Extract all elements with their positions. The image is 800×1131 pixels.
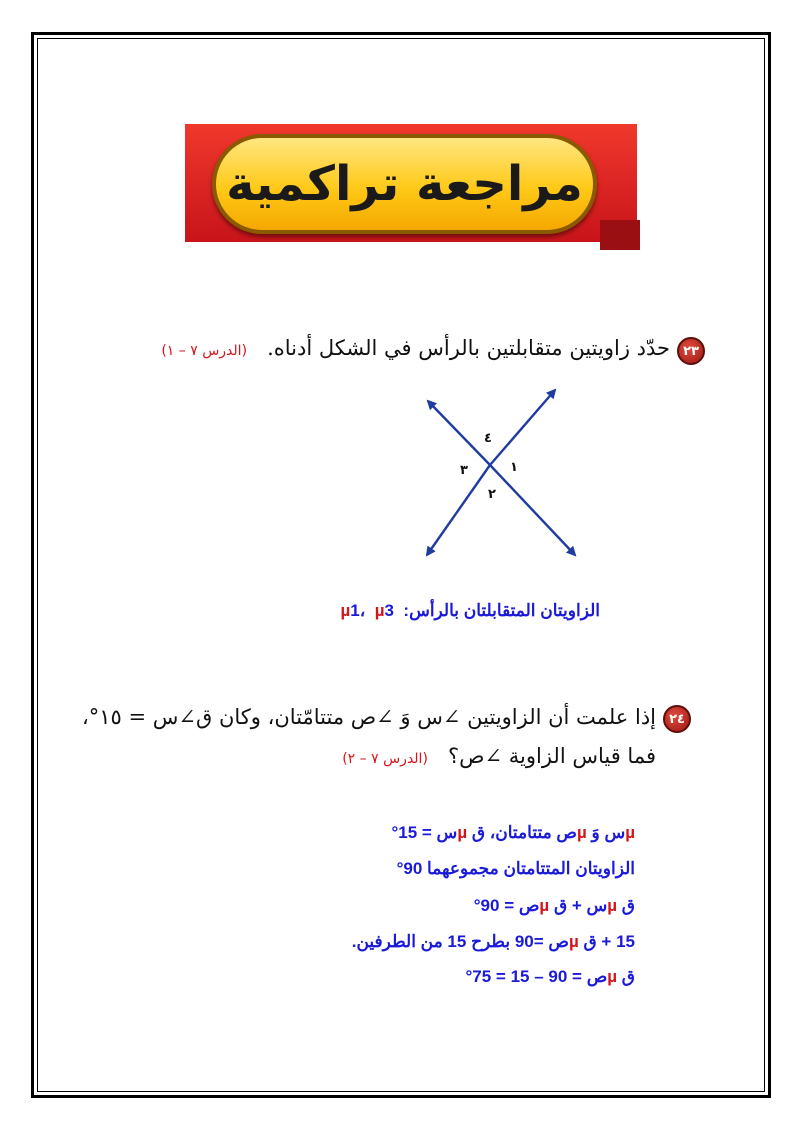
- angle-label-1: ١: [510, 460, 518, 475]
- solution-text: س وَ: [591, 823, 626, 842]
- answer-label: الزاويتان المتقابلتان بالرأس:: [403, 601, 600, 620]
- solution-text: ص = 90 – 15 = 75°: [465, 967, 608, 986]
- solution-line-5: [465, 967, 635, 987]
- angle-symbol: µ: [457, 823, 468, 842]
- question-23-lesson: (الدرس ٧ – ١): [161, 343, 248, 359]
- question-24-lesson: (الدرس ٧ – ٢): [342, 751, 428, 767]
- vertical-angles-figure: [415, 385, 590, 565]
- solution-text: س = 15°: [391, 823, 458, 842]
- angle-symbol: µ: [576, 823, 587, 842]
- line-b-ray-lower-left: [427, 465, 490, 555]
- solution-text: س + ق: [553, 896, 608, 915]
- banner-fold: [600, 220, 640, 250]
- angle-label-4: ٤: [484, 431, 492, 446]
- question-24-line-2: [342, 744, 656, 768]
- line-a-ray-lower-right: [490, 465, 575, 555]
- solution-text: ق: [621, 967, 635, 986]
- question-number-24: ٢٤: [663, 705, 691, 733]
- angle-symbol: µ: [625, 823, 635, 842]
- solution-line-2: الزاويتان المتتامتان مجموعهما 90°: [396, 859, 635, 878]
- question-23-text: حدّد زاويتين متقابلتين بالرأس في الشكل أدناه.: [267, 336, 670, 360]
- question-number-23: ٢٣: [677, 337, 705, 365]
- angle-symbol: µ: [340, 601, 351, 620]
- angle-symbol: µ: [607, 967, 618, 986]
- solution-text: ق: [621, 896, 635, 915]
- solution-text: ص = 90°: [473, 896, 540, 915]
- solution-line-1: [391, 823, 635, 843]
- solution-text: 15 + ق: [583, 932, 635, 951]
- page-title: مراجعة تراكمية: [226, 156, 583, 212]
- answer-angle-1: 1: [350, 601, 360, 620]
- solution-line-3: [474, 896, 635, 916]
- title-banner: [185, 124, 637, 250]
- solution-text: ص =90 بطرح 15 من الطرفين.: [351, 932, 569, 951]
- line-b-ray-upper-right: [490, 390, 555, 465]
- question-24-text: فما قياس الزاوية ∠ص؟: [447, 744, 656, 768]
- question-24-line-1: إذا علمت أن الزاويتين ∠س وَ ∠ص متتامّتان، وكان ق∠س = ١٥°،: [81, 705, 656, 729]
- solution-text: ص متتامتان، ق: [471, 823, 577, 842]
- line-a-ray-upper-left: [428, 401, 490, 465]
- angle-label-2: ٢: [488, 487, 496, 502]
- solution-line-4: [352, 932, 635, 952]
- angle-symbol: µ: [568, 932, 579, 951]
- angle-symbol: µ: [539, 896, 550, 915]
- angle-label-3: ٣: [460, 463, 468, 478]
- angle-symbol: µ: [607, 896, 618, 915]
- question-23-line: [130, 336, 670, 360]
- question-23-answer: [340, 601, 600, 621]
- answer-separator: ،: [359, 601, 366, 620]
- answer-angle-3: 3: [384, 601, 394, 620]
- angle-symbol: µ: [374, 601, 385, 620]
